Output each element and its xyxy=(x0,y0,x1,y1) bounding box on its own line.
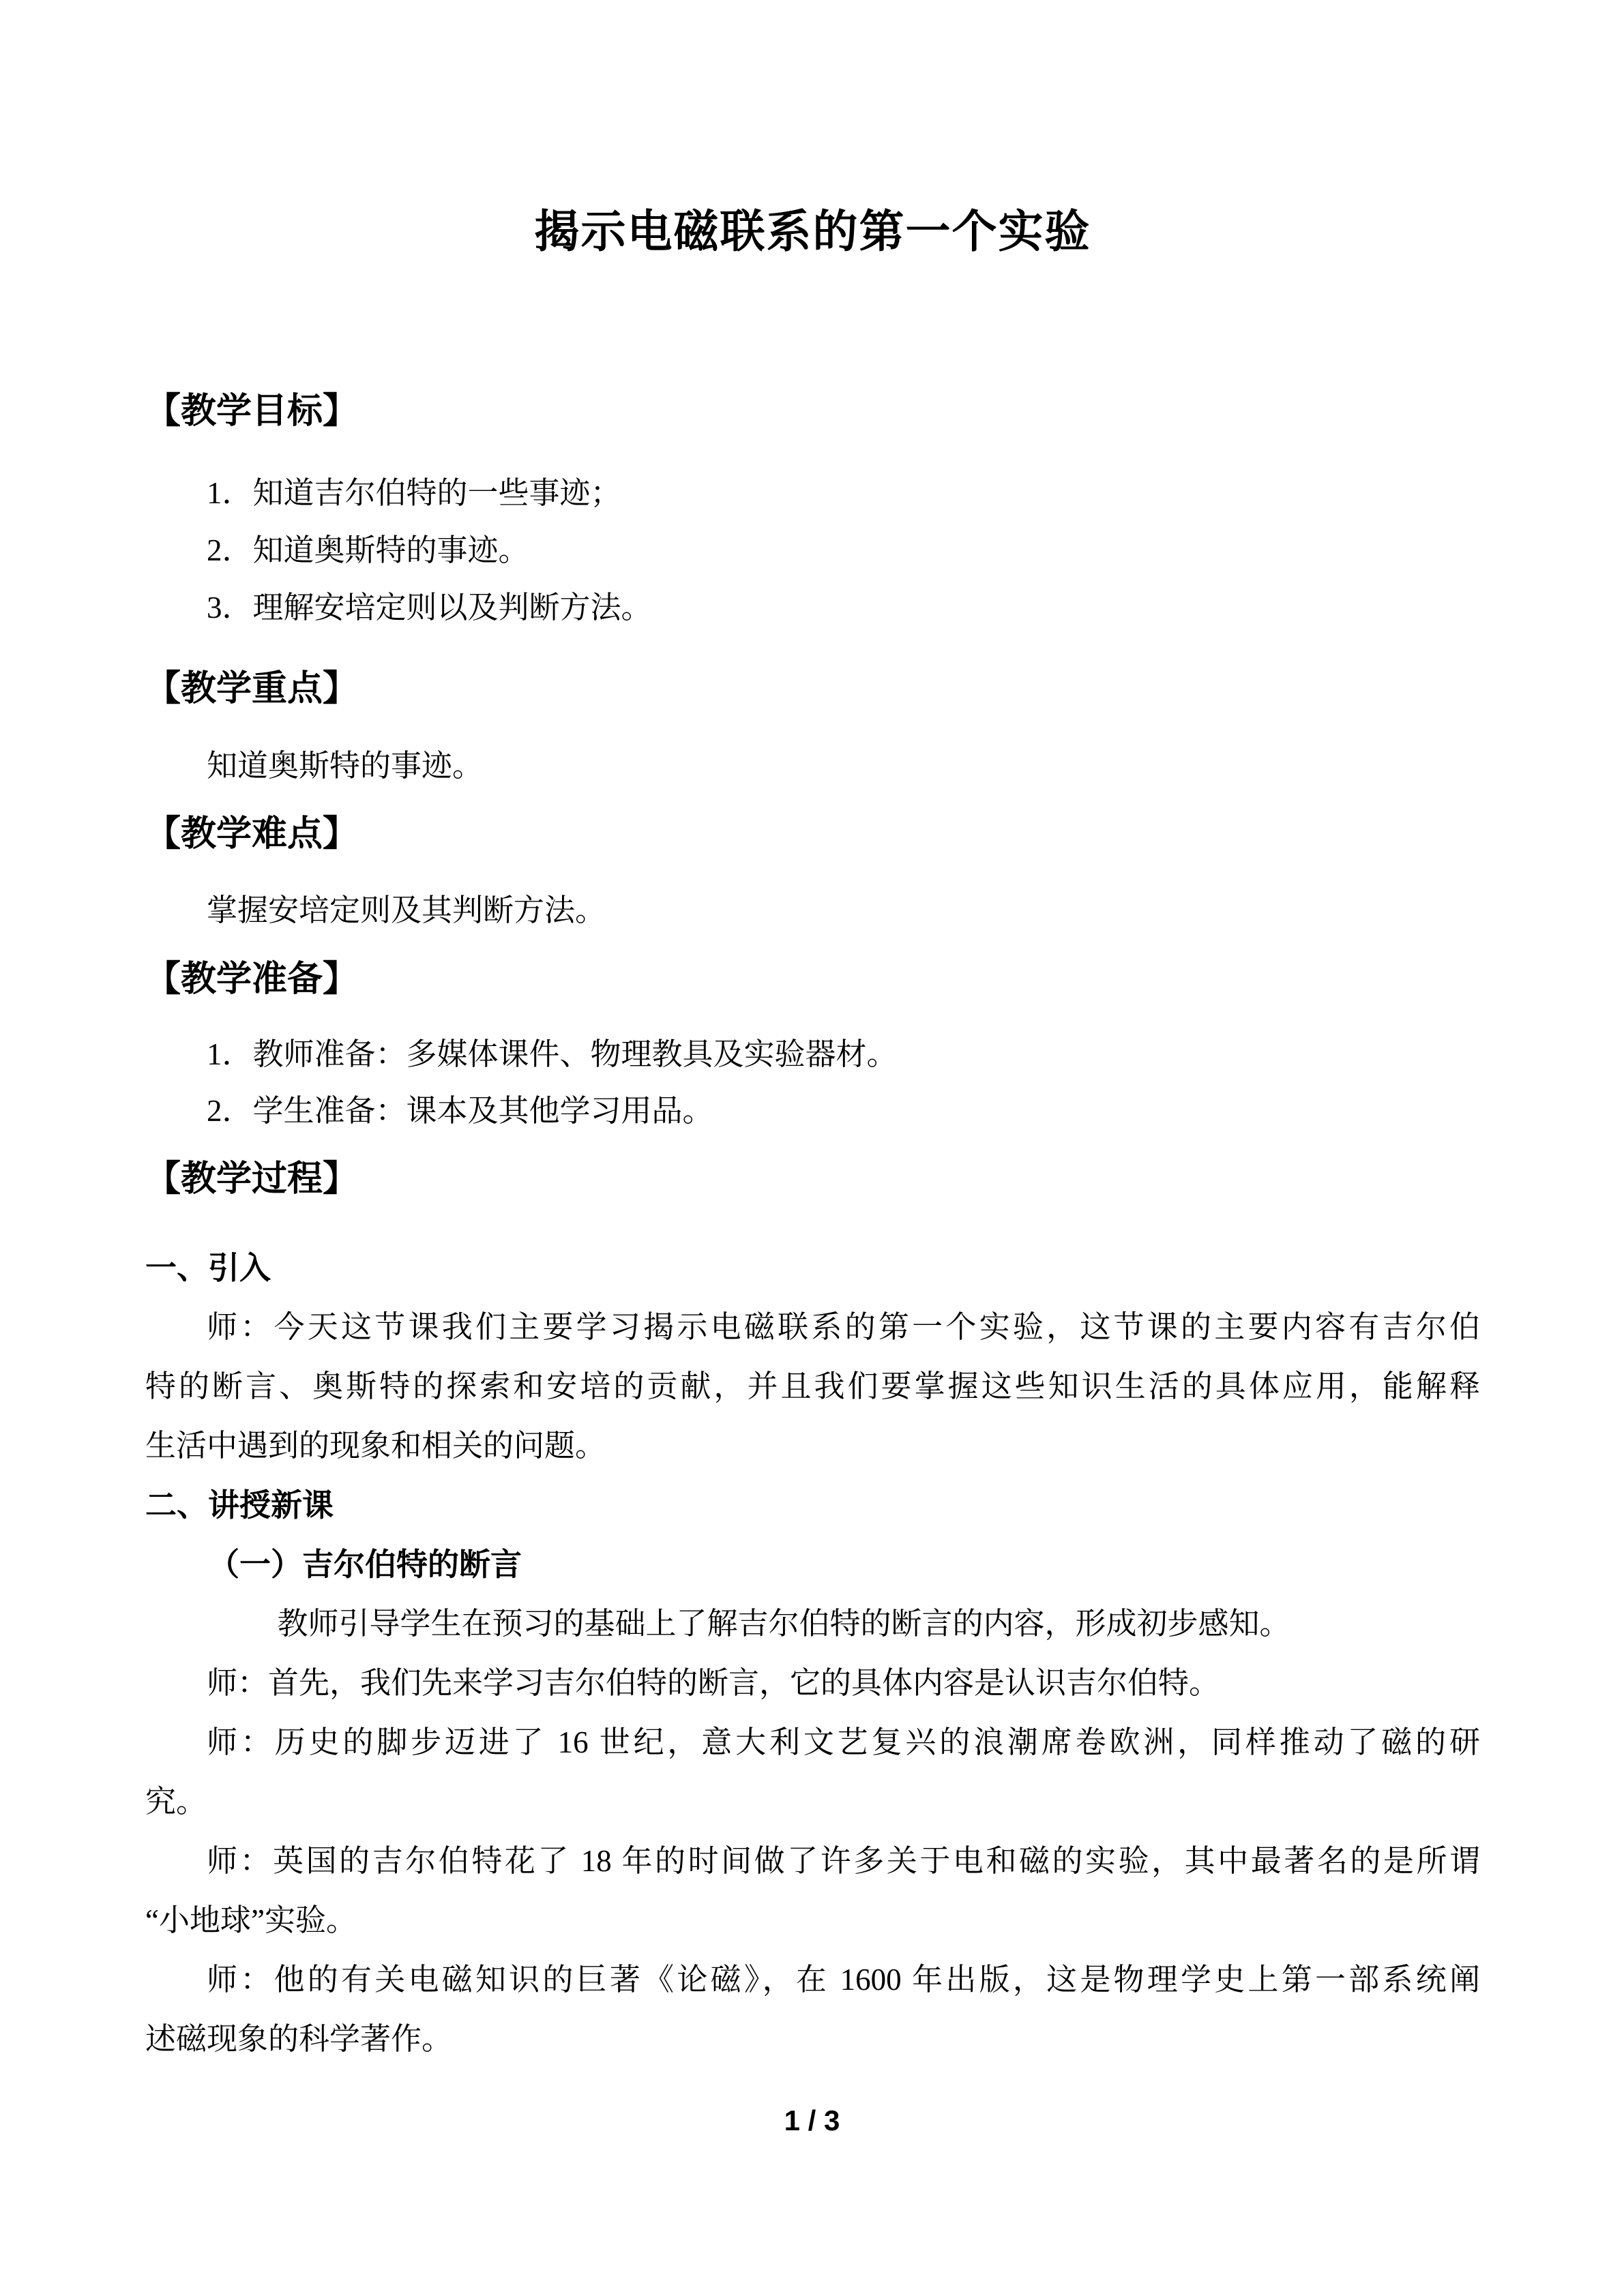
page-number: 1 / 3 xyxy=(784,2104,840,2136)
objectives-item-1: 1．知道吉尔伯特的一些事迹； xyxy=(207,476,621,510)
dialogue-book-line-2: 述磁现象的科学著作。 xyxy=(145,2022,453,2056)
section-new-lesson-heading: 二、讲授新课 xyxy=(145,1488,334,1523)
heading-preparation: 【教学准备】 xyxy=(145,960,359,999)
preparation-item-2: 2．学生准备：课本及其他学习用品。 xyxy=(207,1094,713,1128)
difficulties-text: 掌握安培定则及其判断方法。 xyxy=(207,893,606,927)
document-content xyxy=(145,0,1480,2069)
document-title: 揭示电磁联系的第一个实验 xyxy=(534,207,1091,257)
heading-process: 【教学过程】 xyxy=(145,1160,359,1199)
dialogue-history-line-1: 师：历史的脚步迈进了 16 世纪，意大利文艺复兴的浪潮席卷欧洲，同样推动了磁的研 xyxy=(207,1725,1480,1759)
heading-key-points: 【教学重点】 xyxy=(145,670,359,709)
dialogue-history-line-2: 究。 xyxy=(145,1785,207,1819)
intro-paragraph-line-3: 生活中遇到的现象和相关的问题。 xyxy=(145,1429,606,1463)
dialogue-gilbert-line-2: “小地球”实验。 xyxy=(145,1903,357,1937)
intro-paragraph-line-2: 特的断言、奥斯特的探索和安培的贡献，并且我们要掌握这些知识生活的具体应用，能解释 xyxy=(145,1369,1480,1403)
heading-difficulties: 【教学难点】 xyxy=(145,815,359,854)
preparation-item-1: 1．教师准备：多媒体课件、物理教具及实验器材。 xyxy=(207,1037,898,1071)
dialogue-first-line: 师：首先，我们先来学习吉尔伯特的断言，它的具体内容是认识吉尔伯特。 xyxy=(207,1666,1220,1700)
teacher-guide-text: 教师引导学生在预习的基础上了解吉尔伯特的断言的内容，形成初步感知。 xyxy=(277,1607,1290,1641)
intro-paragraph-line-1: 师：今天这节课我们主要学习揭示电磁联系的第一个实验，这节课的主要内容有吉尔伯 xyxy=(207,1310,1480,1344)
objectives-item-2: 2．知道奥斯特的事迹。 xyxy=(207,533,529,567)
dialogue-gilbert-line-1: 师：英国的吉尔伯特花了 18 年的时间做了许多关于电和磁的实验，其中最著名的是所谓 xyxy=(207,1844,1480,1878)
dialogue-book-line-1: 师：他的有关电磁知识的巨著《论磁》，在 1600 年出版，这是物理学史上第一部系统阐 xyxy=(207,1963,1480,1997)
key-points-text: 知道奥斯特的事迹。 xyxy=(207,749,484,783)
objectives-item-3: 3．理解安培定则以及判断方法。 xyxy=(207,591,652,625)
subsection-gilbert-heading: （一）吉尔伯特的断言 xyxy=(208,1547,522,1582)
section-intro-heading: 一、引入 xyxy=(145,1251,271,1285)
heading-objectives: 【教学目标】 xyxy=(145,392,359,431)
